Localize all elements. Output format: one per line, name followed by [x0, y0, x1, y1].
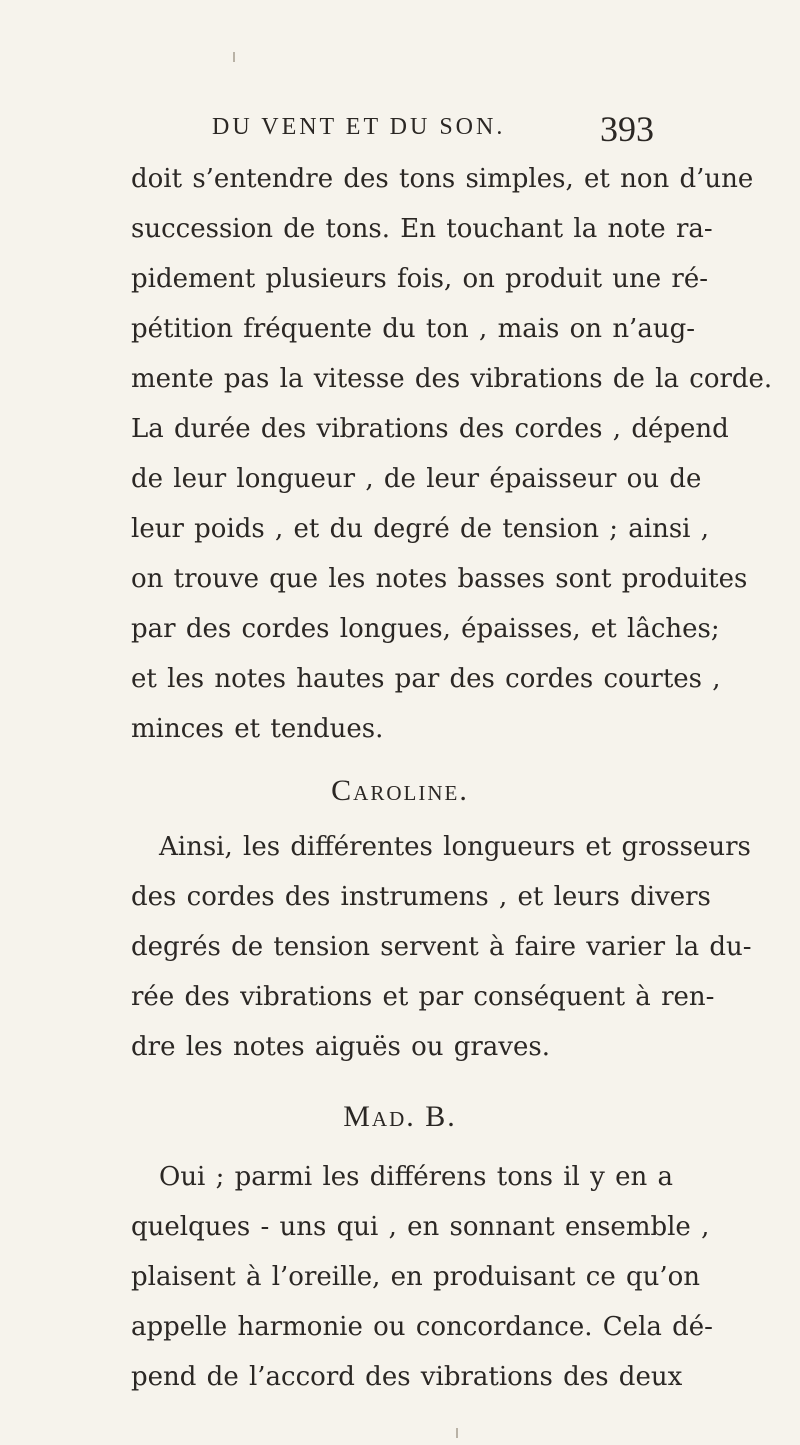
- text-line: et les notes hautes par des cordes courtes ,: [131, 664, 721, 694]
- text-line: quelques - uns qui , en sonnant ensemble ,: [131, 1212, 710, 1242]
- text-line: minces et tendues.: [131, 714, 384, 744]
- text-line: Oui ; parmi les différens tons il y en a: [159, 1162, 673, 1192]
- text-line: on trouve que les notes basses sont produites: [131, 564, 748, 594]
- text-line: leur poids , et du degré de tension ; ainsi ,: [131, 514, 710, 544]
- text-line: appelle harmonie ou concordance. Cela dé-: [131, 1312, 713, 1342]
- speaker-name: [0, 1100, 800, 1134]
- text-line: rée des vibrations et par conséquent à ren-: [131, 982, 715, 1012]
- text-line: degrés de tension servent à faire varier la du-: [131, 932, 752, 962]
- paper-speck: [233, 52, 235, 62]
- text-line: mente pas la vitesse des vibrations de la corde.: [131, 364, 773, 394]
- text-line: des cordes des instrumens , et leurs divers: [131, 882, 711, 912]
- text-line: La durée des vibrations des cordes , dépend: [131, 414, 729, 444]
- text-line: Ainsi, les différentes longueurs et grosseurs: [159, 832, 751, 862]
- paper-speck: [456, 1428, 458, 1438]
- text-line: plaisent à l’oreille, en produisant ce qu’on: [131, 1262, 701, 1292]
- text-line: de leur longueur , de leur épaisseur ou de: [131, 464, 702, 494]
- speaker-name: [0, 774, 800, 808]
- text-line: par des cordes longues, épaisses, et lâches;: [131, 614, 720, 644]
- page-number: 393: [600, 109, 654, 149]
- speaker-label: Caroline.: [331, 774, 469, 807]
- text-line: pétition fréquente du ton , mais on n’aug-: [131, 314, 695, 344]
- text-line: doit s’entendre des tons simples, et non d’une: [131, 164, 754, 194]
- text-line: pend de l’accord des vibrations des deux: [131, 1362, 683, 1392]
- page-header: [0, 109, 800, 156]
- text-line: pidement plusieurs fois, on produit une ré-: [131, 264, 709, 294]
- running-title: DU VENT ET DU SON.: [212, 114, 506, 140]
- text-line: dre les notes aiguës ou graves.: [131, 1032, 550, 1062]
- speaker-label: Mad. B.: [343, 1100, 457, 1133]
- text-line: succession de tons. En touchant la note ra-: [131, 214, 713, 244]
